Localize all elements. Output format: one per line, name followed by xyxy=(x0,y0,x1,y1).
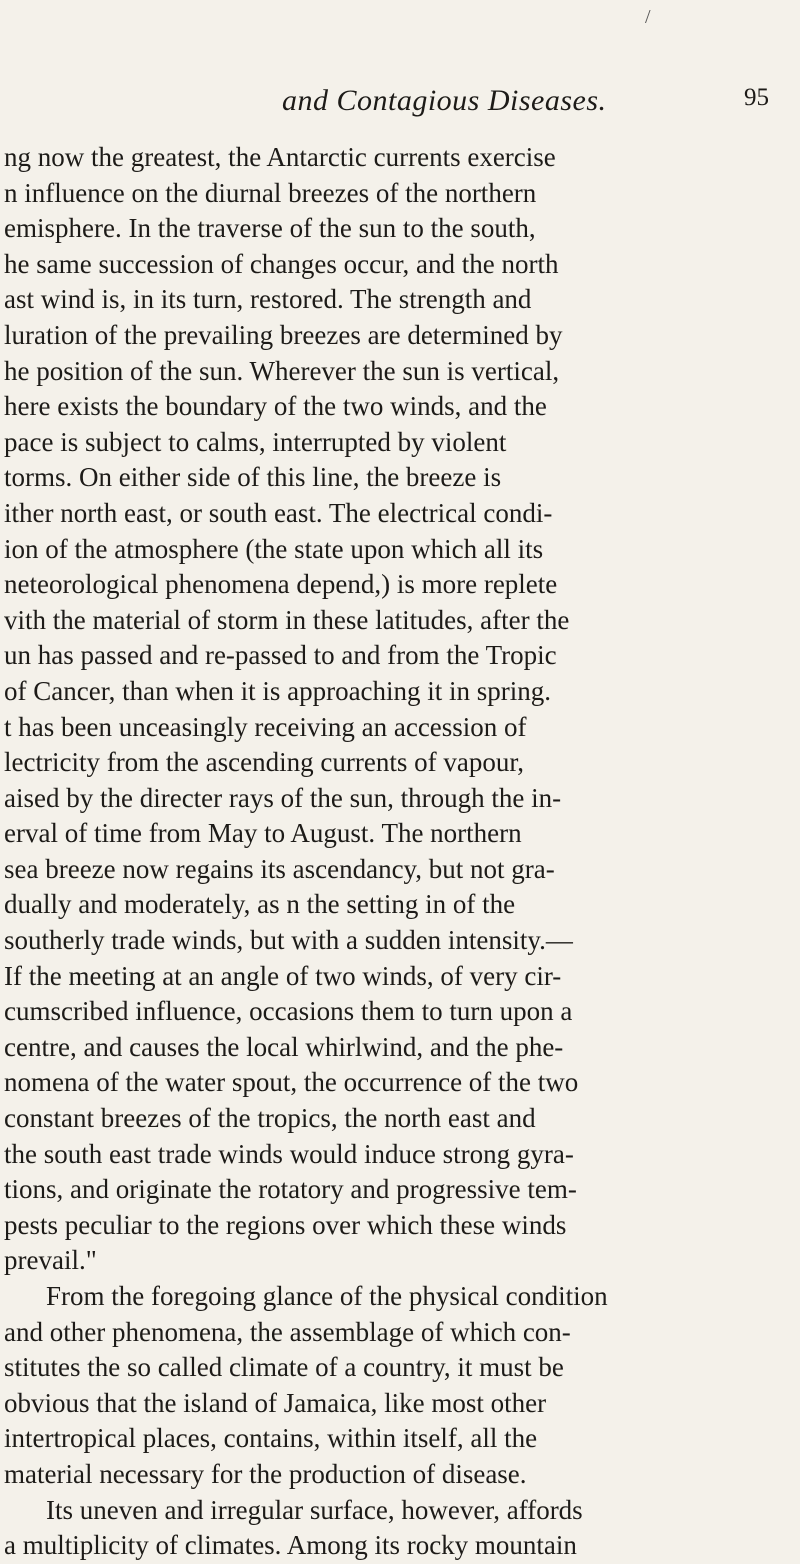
text-line: nomena of the water spout, the occurrence of the two xyxy=(4,1067,579,1098)
text-line: ion of the atmosphere (the state upon which all its xyxy=(4,533,544,564)
text-line: tions, and originate the rotatory and progressive tem- xyxy=(4,1174,577,1205)
text-line: emisphere. In the traverse of the sun to the south, xyxy=(4,213,536,244)
text-line: pests peculiar to the regions over which these winds xyxy=(4,1209,567,1240)
text-line: here exists the boundary of the two winds, and the xyxy=(4,391,547,422)
text-line: constant breezes of the tropics, the north east and xyxy=(4,1103,536,1134)
text-line: ast wind is, in its turn, restored. The strength and xyxy=(4,284,532,315)
text-line: and other phenomena, the assemblage of which con- xyxy=(4,1316,571,1347)
text-line: he position of the sun. Wherever the sun is vertical, xyxy=(4,355,560,386)
text-line: torms. On either side of this line, the breeze is xyxy=(4,462,502,493)
page-number: 95 xyxy=(744,84,769,111)
text-line: neteorological phenomena depend,) is more replete xyxy=(4,569,558,600)
running-head: and Contagious Diseases. xyxy=(282,84,607,117)
text-line: dually and moderately, as n the setting in of the xyxy=(4,889,516,920)
paragraph-start-line: From the foregoing glance of the physical condition xyxy=(46,1281,608,1311)
text-line: the south east trade winds would induce strong gyra- xyxy=(4,1138,574,1169)
text-line: If the meeting at an angle of two winds, of very cir- xyxy=(4,960,562,991)
text-line: t has been unceasingly receiving an accession of xyxy=(4,711,527,742)
text-line: aised by the directer rays of the sun, through the in- xyxy=(4,782,562,813)
text-line: n influence on the diurnal breezes of the northern xyxy=(4,177,537,208)
text-line: luration of the prevailing breezes are determined by xyxy=(4,319,563,350)
text-line: lectricity from the ascending currents of vapour, xyxy=(4,747,524,778)
text-line: ither north east, or south east. The electrical condi- xyxy=(4,497,553,528)
text-line: erval of time from May to August. The northern xyxy=(4,818,522,849)
text-line: vith the material of storm in these latitudes, after the xyxy=(4,604,570,635)
text-line: stitutes the so called climate of a country, it must be xyxy=(4,1352,564,1383)
text-line: of Cancer, than when it is approaching it in spring. xyxy=(4,675,552,706)
paragraph-start-line: Its uneven and irregular surface, however, affords xyxy=(46,1494,583,1525)
text-line: ng now the greatest, the Antarctic currents exercise xyxy=(4,142,556,172)
text-line: pace is subject to calms, interrupted by violent xyxy=(4,426,507,457)
text-line: southerly trade winds, but with a sudden intensity.— xyxy=(4,925,573,956)
text-line: un has passed and re-passed to and from the Tropic xyxy=(4,640,557,671)
page-header xyxy=(0,84,800,124)
text-line: intertropical places, contains, within itself, all the xyxy=(4,1423,538,1454)
corner-mark: / xyxy=(645,6,651,28)
text-line: sea breeze now regains its ascendancy, but not gra- xyxy=(4,853,555,884)
text-line: material necessary for the production of disease. xyxy=(4,1458,527,1489)
text-line: prevail." xyxy=(4,1245,97,1276)
body-text xyxy=(0,140,800,1564)
text-line: a multiplicity of climates. Among its rocky mountain xyxy=(4,1530,577,1561)
text-line: centre, and causes the local whirlwind, and the phe- xyxy=(4,1031,564,1062)
text-line: cumscribed influence, occasions them to turn upon a xyxy=(4,996,573,1027)
text-line: obvious that the island of Jamaica, like most other xyxy=(4,1387,547,1418)
text-line: he same succession of changes occur, and the north xyxy=(4,248,559,279)
